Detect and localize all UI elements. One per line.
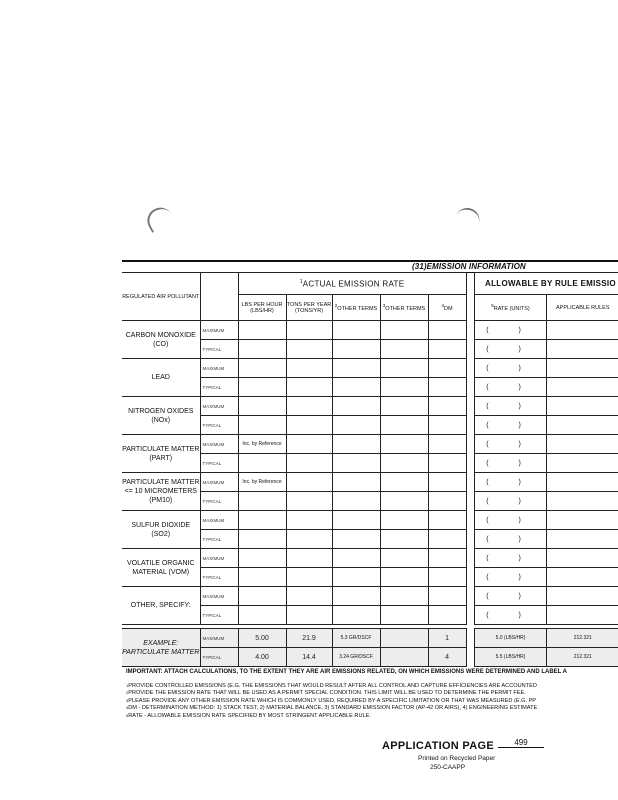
table-row	[475, 359, 618, 378]
emission-form	[122, 260, 618, 664]
tons-per-year-cell[interactable]	[286, 492, 332, 511]
col-dm-header	[428, 295, 466, 321]
rate-units-cell[interactable]: ( )	[475, 549, 547, 568]
pollutant-name: OTHER, SPECIFY:	[122, 587, 200, 625]
tons-per-year-cell[interactable]	[286, 359, 332, 378]
dm-cell[interactable]	[428, 587, 466, 606]
rate-units-cell[interactable]: ( )	[475, 492, 547, 511]
pollutant-header	[122, 273, 200, 321]
example-lbs-cell: 4.00	[238, 648, 286, 667]
other-terms-2-cell[interactable]	[380, 378, 428, 397]
other-terms-2-cell[interactable]	[380, 549, 428, 568]
typical-label: TYPICAL	[200, 378, 238, 397]
footnote-text: PLEASE PROVIDE ANY OTHER EMISSION RATE WHICH IS COMMONLY USED, REQUIRED BY A SPECIFIC LIMITATION OR THAT WAS MEASURED (E.G. PP	[128, 697, 537, 704]
dm-cell[interactable]	[428, 435, 466, 454]
col-tons-header	[286, 295, 332, 321]
example-rules-cell: 212.321	[547, 648, 618, 667]
applicable-rules-cell[interactable]	[547, 321, 618, 340]
applicable-rules-cell[interactable]	[547, 473, 618, 492]
example-other2-cell	[380, 629, 428, 648]
maximum-label: MAXIMUM	[200, 435, 238, 454]
dm-cell[interactable]	[428, 378, 466, 397]
footnote-line	[126, 683, 618, 689]
col-rate-header	[475, 295, 547, 321]
table-row	[122, 587, 466, 606]
lbs-per-hour-cell[interactable]	[238, 549, 286, 568]
table-row	[475, 549, 618, 568]
table-row	[475, 340, 618, 359]
lbs-per-hour-cell[interactable]	[238, 359, 286, 378]
rate-units-cell[interactable]: ( )	[475, 340, 547, 359]
table-row	[475, 492, 618, 511]
footnote-text: DM - DETERMINATION METHOD: 1) STACK TEST, 2) MATERIAL BALANCE, 3) STANDARD EMISSION FACTOR (AP-42 OR AIRS), 4) ENGINEERING ESTIMATE	[128, 705, 538, 712]
lbs-per-hour-cell[interactable]	[238, 321, 286, 340]
dm-cell[interactable]	[428, 359, 466, 378]
dm-cell[interactable]	[428, 568, 466, 587]
table-row	[475, 530, 618, 549]
lbs-per-hour-cell[interactable]	[238, 378, 286, 397]
rate-units-cell[interactable]: ( )	[475, 321, 547, 340]
typical-label: TYPICAL	[200, 340, 238, 359]
col-rules-text: APPLICABLE RULES	[556, 304, 610, 311]
rate-units-cell[interactable]: ( )	[475, 416, 547, 435]
pollutant-name: NITROGEN OXIDES (NOx)	[122, 397, 200, 435]
rate-units-cell[interactable]: ( )	[475, 397, 547, 416]
applicable-rules-cell[interactable]	[547, 340, 618, 359]
applicable-rules-cell[interactable]	[547, 435, 618, 454]
pollutant-name: PARTICULATE MATTER <= 10 MICROMETERS (PM10)	[122, 473, 200, 511]
form-code: 250-CAAPP	[430, 764, 466, 771]
lbs-per-hour-cell[interactable]	[238, 511, 286, 530]
other-terms-1-cell[interactable]	[332, 435, 380, 454]
lbs-per-hour-cell[interactable]	[238, 530, 286, 549]
col-rate-footnote: 5	[491, 303, 494, 309]
applicable-rules-cell[interactable]	[547, 454, 618, 473]
dm-cell[interactable]	[428, 473, 466, 492]
rate-units-cell[interactable]: ( )	[475, 511, 547, 530]
other-terms-1-cell[interactable]	[332, 321, 380, 340]
dm-cell[interactable]	[428, 340, 466, 359]
col-other-terms-1-header	[332, 295, 380, 321]
typical-label: TYPICAL	[200, 454, 238, 473]
lbs-per-hour-cell[interactable]	[238, 454, 286, 473]
tons-per-year-cell[interactable]	[286, 606, 332, 625]
typical-label: TYPICAL	[200, 648, 238, 667]
maximum-label: MAXIMUM	[200, 587, 238, 606]
other-terms-2-cell[interactable]	[380, 454, 428, 473]
col-tons-text: TONS PER YEAR (TONS/YR)	[286, 301, 332, 314]
example-tons-cell: 14.4	[286, 648, 332, 667]
other-terms-1-cell[interactable]	[332, 549, 380, 568]
maximum-label: MAXIMUM	[200, 397, 238, 416]
other-terms-2-cell[interactable]	[380, 492, 428, 511]
other-terms-2-cell[interactable]	[380, 530, 428, 549]
tons-per-year-cell[interactable]	[286, 587, 332, 606]
footnote-text: PROVIDE CONTROLLED EMISSIONS (E.G. THE EMISSIONS THAT WOULD RESULT AFTER ALL CONTROL AND CAPTURE EFFICIENCIES ARE ACCOUNTED	[128, 683, 537, 689]
lbs-per-hour-cell[interactable]	[238, 568, 286, 587]
table-row	[122, 473, 466, 492]
col-lbs-header	[238, 295, 286, 321]
col-dm-text: DM	[444, 305, 453, 312]
maximum-label: MAXIMUM	[200, 549, 238, 568]
dm-cell[interactable]	[428, 397, 466, 416]
important-note: IMPORTANT: ATTACH CALCULATIONS, TO THE EXTENT THEY ARE AIR EMISSIONS RELATED, ON WHICH EMISSIONS WERE DETERMINED AND LABEL A	[126, 669, 568, 675]
allowable-header	[475, 273, 618, 295]
example-rate-cell: 5.0 (LBS/HR)	[475, 629, 547, 648]
pollutant-name: VOLATILE ORGANIC MATERIAL (VOM)	[122, 549, 200, 587]
lbs-per-hour-cell[interactable]	[238, 416, 286, 435]
other-terms-1-cell[interactable]	[332, 530, 380, 549]
table-row	[475, 435, 618, 454]
other-terms-2-cell[interactable]	[380, 435, 428, 454]
example-pollutant-name: EXAMPLE: PARTICULATE MATTER	[122, 629, 200, 667]
other-terms-1-cell[interactable]	[332, 454, 380, 473]
table-row	[122, 359, 466, 378]
rate-units-cell[interactable]: ( )	[475, 568, 547, 587]
actual-header-text: ACTUAL EMISSION RATE	[302, 279, 405, 289]
table-row	[475, 473, 618, 492]
other-terms-1-cell[interactable]	[332, 492, 380, 511]
dm-cell[interactable]	[428, 454, 466, 473]
section-title: (31)EMISSION INFORMATION	[412, 262, 526, 271]
col-dm-footnote: 4	[441, 303, 445, 309]
actual-emission-header	[238, 273, 466, 295]
maximum-label: MAXIMUM	[200, 629, 238, 648]
table-row	[122, 435, 466, 454]
other-terms-2-cell[interactable]	[380, 397, 428, 416]
pollutant-name: SULFUR DIOXIDE (SO2)	[122, 511, 200, 549]
example-other-cell: 5.3 GR/DSCF	[332, 629, 380, 648]
printed-on-recycled-paper: Printed on Recycled Paper	[418, 755, 496, 762]
pollutant-header-text: REGULATED AIR POLLUTANT	[122, 293, 200, 300]
footnote-number: 4	[126, 705, 129, 711]
other-terms-2-cell[interactable]	[380, 416, 428, 435]
allowable-header-text: ALLOWABLE BY RULE EMISSIO	[485, 279, 616, 288]
tons-per-year-cell[interactable]	[286, 340, 332, 359]
other-terms-2-cell[interactable]	[380, 473, 428, 492]
rate-units-cell[interactable]: ( )	[475, 378, 547, 397]
example-lbs-cell: 5.00	[238, 629, 286, 648]
other-terms-1-cell[interactable]	[332, 340, 380, 359]
rate-units-cell[interactable]: ( )	[475, 359, 547, 378]
actual-emission-block	[122, 272, 466, 664]
tons-per-year-cell[interactable]	[286, 454, 332, 473]
other-terms-1-cell[interactable]	[332, 416, 380, 435]
dm-cell[interactable]	[428, 530, 466, 549]
table-row	[475, 416, 618, 435]
footnote-line	[126, 698, 618, 704]
other-terms-1-cell[interactable]	[332, 397, 380, 416]
lbs-per-hour-cell[interactable]: Inc. by Reference	[238, 435, 286, 454]
application-page-label: APPLICATION PAGE	[382, 740, 494, 752]
table-row	[475, 321, 618, 340]
example-row	[475, 629, 618, 648]
applicable-rules-cell[interactable]	[547, 359, 618, 378]
lbs-per-hour-cell[interactable]	[238, 587, 286, 606]
tons-per-year-cell[interactable]	[286, 511, 332, 530]
footnote-line	[126, 705, 618, 711]
applicable-rules-cell[interactable]	[547, 568, 618, 587]
tons-per-year-cell[interactable]	[286, 549, 332, 568]
pollutant-name: CARBON MONOXIDE (CO)	[122, 321, 200, 359]
other-terms-2-cell[interactable]	[380, 359, 428, 378]
table-row	[475, 568, 618, 587]
other-terms-2-cell[interactable]	[380, 321, 428, 340]
table-row	[475, 378, 618, 397]
other-terms-1-cell[interactable]	[332, 568, 380, 587]
footnote-number: 1	[126, 683, 129, 688]
table-row	[122, 397, 466, 416]
maximum-label: MAXIMUM	[200, 511, 238, 530]
table-row	[475, 397, 618, 416]
tons-per-year-cell[interactable]	[286, 378, 332, 397]
tons-per-year-cell[interactable]	[286, 530, 332, 549]
other-terms-2-cell[interactable]	[380, 606, 428, 625]
applicable-rules-cell[interactable]	[547, 549, 618, 568]
lbs-per-hour-cell[interactable]	[238, 606, 286, 625]
table-row	[122, 321, 466, 340]
maximum-label: MAXIMUM	[200, 359, 238, 378]
typical-label: TYPICAL	[200, 492, 238, 511]
dm-cell[interactable]	[428, 492, 466, 511]
tons-per-year-cell[interactable]	[286, 321, 332, 340]
lbs-per-hour-cell[interactable]	[238, 397, 286, 416]
actual-header-footnote: 1	[299, 278, 303, 285]
applicable-rules-cell[interactable]	[547, 492, 618, 511]
applicable-rules-cell[interactable]	[547, 511, 618, 530]
table-row	[475, 587, 618, 606]
typical-label: TYPICAL	[200, 606, 238, 625]
col-other2-text: OTHER TERMS	[385, 305, 426, 312]
other-terms-1-cell[interactable]	[332, 606, 380, 625]
lbs-per-hour-cell[interactable]	[238, 492, 286, 511]
pollutant-name: PARTICULATE MATTER (PART)	[122, 435, 200, 473]
rate-units-cell[interactable]: ( )	[475, 606, 547, 625]
lbs-per-hour-cell[interactable]	[238, 340, 286, 359]
rate-units-cell[interactable]: ( )	[475, 454, 547, 473]
footnote-number: 5	[126, 712, 129, 718]
typical-label: TYPICAL	[200, 568, 238, 587]
rate-units-cell[interactable]: ( )	[475, 473, 547, 492]
col-other2-footnote: 3	[382, 303, 386, 309]
table-row	[475, 511, 618, 530]
example-row	[122, 629, 466, 648]
footnote-text: PROVIDE THE EMISSION RATE THAT WILL BE USED AS A PERMIT SPECIAL CONDITION. THIS LIMIT WILL BE USED TO DETERMINE THE PERMIT FEE.	[128, 690, 526, 697]
footnote-number: 2	[126, 690, 129, 696]
example-rules-cell: 212.321	[547, 629, 618, 648]
tons-per-year-cell[interactable]	[286, 397, 332, 416]
footnote-number: 3	[126, 697, 129, 703]
other-terms-2-cell[interactable]	[380, 511, 428, 530]
col-lbs-text: LBS PER HOUR (LBS/HR)	[241, 301, 283, 314]
rate-units-cell[interactable]: ( )	[475, 587, 547, 606]
example-tons-cell: 21.9	[286, 629, 332, 648]
table-row	[475, 606, 618, 625]
rate-units-cell[interactable]: ( )	[475, 435, 547, 454]
tons-per-year-cell[interactable]	[286, 416, 332, 435]
applicable-rules-cell[interactable]	[547, 416, 618, 435]
actual-emission-table	[122, 272, 467, 667]
table-row	[122, 549, 466, 568]
type-header-blank	[200, 273, 238, 321]
footnote-line	[126, 713, 618, 719]
page-number: 499	[498, 738, 544, 748]
example-other2-cell	[380, 648, 428, 667]
allowable-emission-block	[474, 272, 618, 664]
allowable-emission-table	[474, 272, 618, 667]
hole-punch-mark-right	[453, 205, 482, 231]
maximum-label: MAXIMUM	[200, 473, 238, 492]
other-terms-1-cell[interactable]	[332, 378, 380, 397]
tons-per-year-cell[interactable]	[286, 473, 332, 492]
other-terms-2-cell[interactable]	[380, 587, 428, 606]
other-terms-2-cell[interactable]	[380, 568, 428, 587]
example-dm-cell: 1	[428, 629, 466, 648]
example-rate-cell: 5.5 (LBS/HR)	[475, 648, 547, 667]
table-row	[122, 511, 466, 530]
dm-cell[interactable]	[428, 321, 466, 340]
other-terms-2-cell[interactable]	[380, 340, 428, 359]
rate-units-cell[interactable]: ( )	[475, 530, 547, 549]
other-terms-1-cell[interactable]	[332, 587, 380, 606]
typical-label: TYPICAL	[200, 416, 238, 435]
applicable-rules-cell[interactable]	[547, 587, 618, 606]
col-other1-footnote: 2	[334, 303, 338, 309]
tons-per-year-cell[interactable]	[286, 568, 332, 587]
other-terms-1-cell[interactable]	[332, 473, 380, 492]
applicable-rules-cell[interactable]	[547, 530, 618, 549]
table-row	[475, 454, 618, 473]
footnote-text: RATE - ALLOWABLE EMISSION RATE SPECIFIED BY MOST STRINGENT APPLICABLE RULE.	[128, 712, 371, 719]
typical-label: TYPICAL	[200, 530, 238, 549]
maximum-label: MAXIMUM	[200, 321, 238, 340]
example-other-cell: 3.24 GR/DSCF	[332, 648, 380, 667]
col-rules-header	[547, 295, 618, 321]
col-other-terms-2-header	[380, 295, 428, 321]
applicable-rules-cell[interactable]	[547, 606, 618, 625]
hole-punch-mark-left	[143, 203, 175, 233]
footnote-line	[126, 690, 618, 696]
col-rate-text: RATE (UNITS)	[493, 305, 530, 312]
example-row	[475, 648, 618, 667]
other-terms-1-cell[interactable]	[332, 511, 380, 530]
lbs-per-hour-cell[interactable]: Inc. by Reference	[238, 473, 286, 492]
dm-cell[interactable]	[428, 606, 466, 625]
applicable-rules-cell[interactable]	[547, 378, 618, 397]
dm-cell[interactable]	[428, 416, 466, 435]
col-other1-text: OTHER TERMS	[337, 305, 378, 312]
other-terms-1-cell[interactable]	[332, 359, 380, 378]
pollutant-name: LEAD	[122, 359, 200, 397]
dm-cell[interactable]	[428, 549, 466, 568]
applicable-rules-cell[interactable]	[547, 397, 618, 416]
dm-cell[interactable]	[428, 511, 466, 530]
tons-per-year-cell[interactable]	[286, 435, 332, 454]
example-dm-cell: 4	[428, 648, 466, 667]
